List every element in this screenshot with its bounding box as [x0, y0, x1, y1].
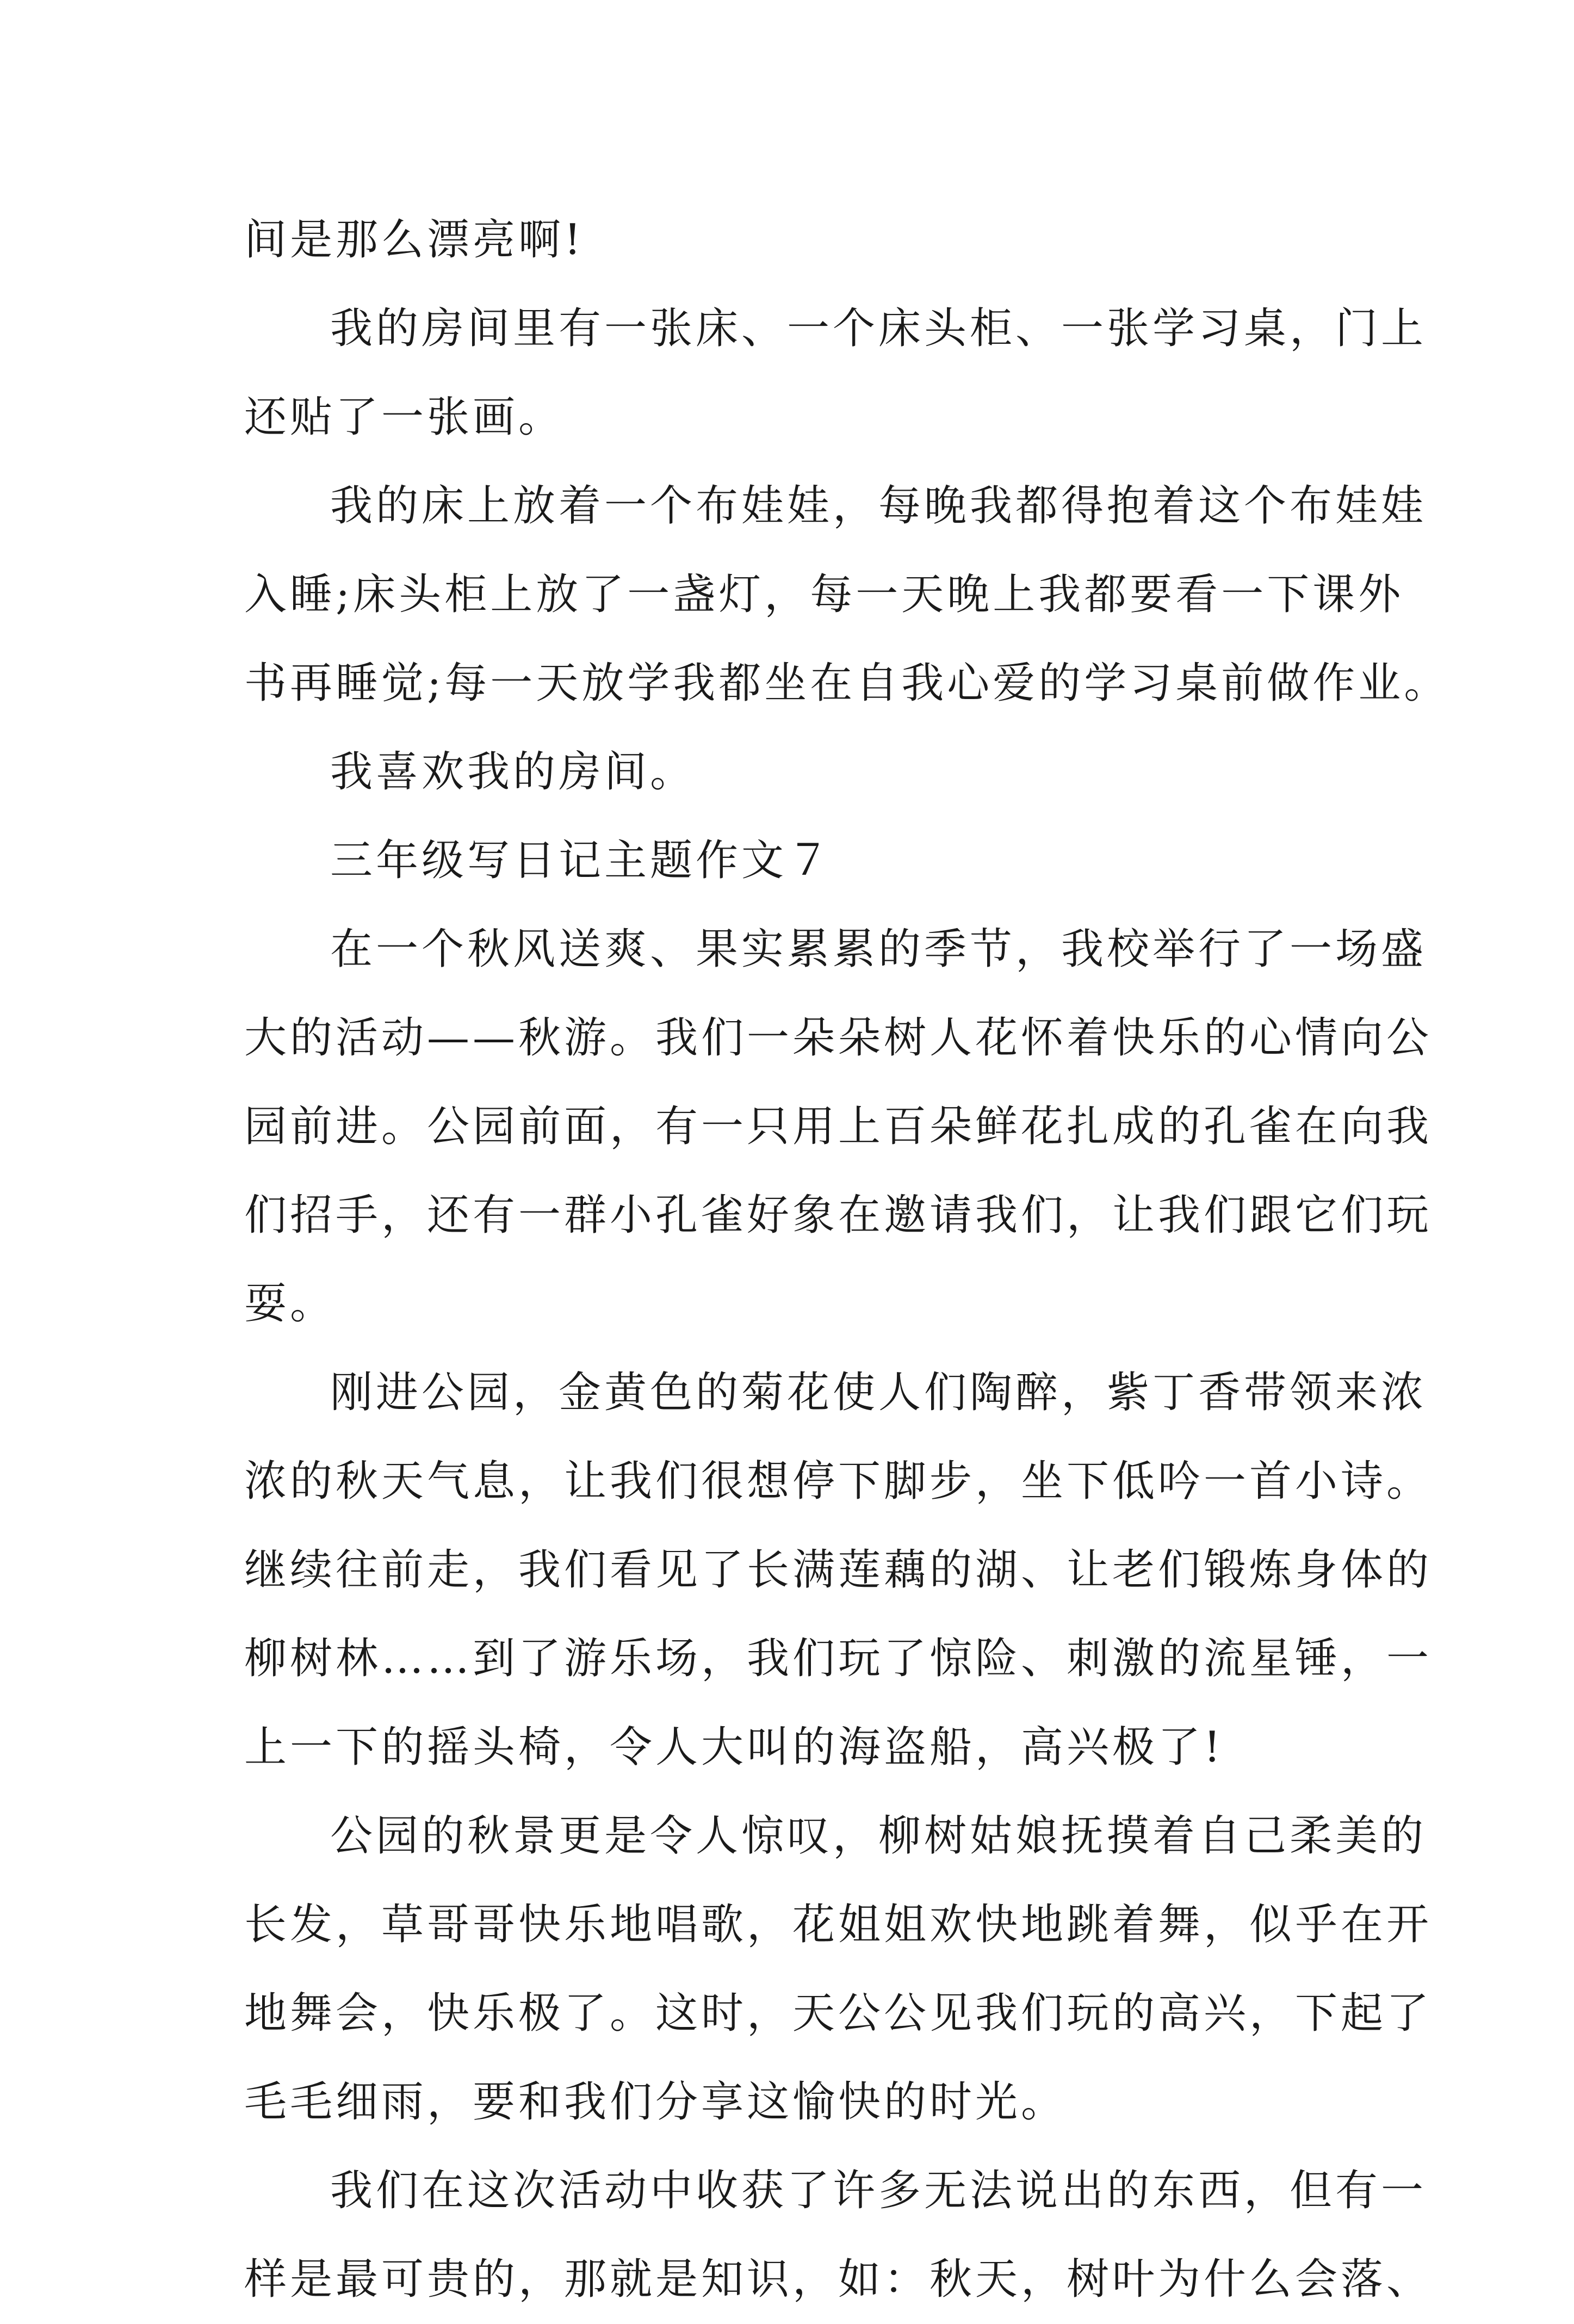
- text-line: 我的房间里有一张床、一个床头柜、一张学习桌，门上: [330, 304, 1427, 353]
- text-line: 书再睡觉;每一天放学我都坐在自我心爱的学习桌前做作业。: [244, 659, 1450, 708]
- text-line: 毛毛细雨，要和我们分享这愉快的时光。: [244, 2078, 1067, 2127]
- text-line: 样是最可贵的，那就是知识，如：秋天，树叶为什么会落、: [244, 2255, 1433, 2304]
- text-line: 耍。: [244, 1280, 336, 1328]
- text-line: 入睡;床头柜上放了一盏灯，每一天晚上我都要看一下课外: [244, 570, 1404, 619]
- text-line: 地舞会，快乐极了。这时，天公公见我们玩的高兴，下起了: [244, 1989, 1433, 2038]
- text-line: 刚进公园，金黄色的菊花使人们陶醉，紫丁香带领来浓: [330, 1368, 1427, 1417]
- text-line: 大的活动——秋游。我们一朵朵树人花怀着快乐的心情向公: [244, 1013, 1433, 1062]
- text-line: 我的床上放着一个布娃娃，每晚我都得抱着这个布娃娃: [330, 481, 1427, 530]
- text-line: 园前进。公园前面，有一只用上百朵鲜花扎成的孔雀在向我: [244, 1102, 1433, 1151]
- text-line: 还贴了一张画。: [244, 393, 565, 442]
- text-line: 我喜欢我的房间。: [330, 747, 696, 796]
- text-line: 我们在这次活动中收获了许多无法说出的东西，但有一: [330, 2166, 1427, 2215]
- text-line: 柳树林……到了游乐场，我们玩了惊险、刺激的流星锤，一: [244, 1634, 1433, 1683]
- body-text: [244, 196, 1450, 2324]
- section-heading: 三年级写日记主题作文７: [330, 836, 833, 885]
- text-line: 间是那么漂亮啊!: [244, 215, 585, 264]
- text-line: 继续往前走，我们看见了长满莲藕的湖、让老们锻炼身体的: [244, 1546, 1433, 1594]
- text-line: 上一下的摇头椅，令人大叫的海盗船，高兴极了!: [244, 1723, 1224, 1772]
- text-line: 浓的秋天气息，让我们很想停下脚步，坐下低吟一首小诗。: [244, 1457, 1433, 1506]
- text-line: 公园的秋景更是令人惊叹，柳树姑娘抚摸着自己柔美的: [330, 1812, 1427, 1861]
- text-line: 在一个秋风送爽、果实累累的季节，我校举行了一场盛: [330, 925, 1427, 974]
- text-line: 长发，草哥哥快乐地唱歌，花姐姐欢快地跳着舞，似乎在开: [244, 1900, 1433, 1949]
- text-line: 们招手，还有一群小孔雀好象在邀请我们，让我们跟它们玩: [244, 1191, 1433, 1240]
